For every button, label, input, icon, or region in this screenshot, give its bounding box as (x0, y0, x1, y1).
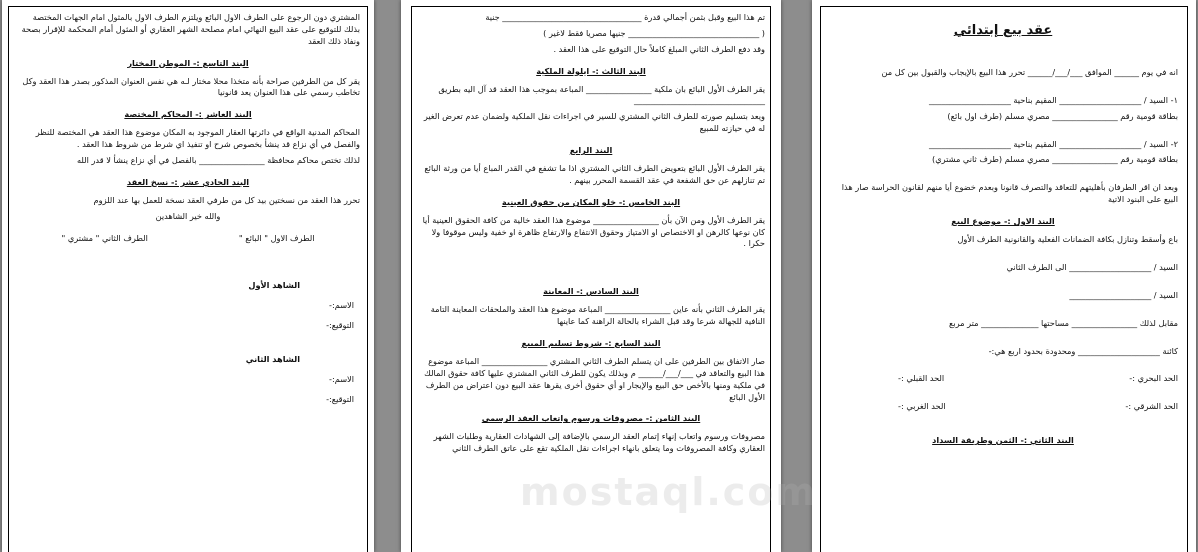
clause-4-heading: البند الرابع (569, 145, 613, 156)
first-party-line-1: ١- السيد / ____________________ المقيم بناحية ____________________ (928, 94, 1178, 105)
second-party-line-2: بطاقة قومية رقم ________________ مصري مسلم (طرف ثاني مشتري) (932, 154, 1178, 165)
clause-8-text: مصروفات ورسوم واتعاب إنهاء إتمام العقد الرسمي بالإضافة إلى الشهادات العقارية وطلبات الشهر العقاري وكافة المصروفات وما يتعلق بانهاء اجراءات نقل الملكية تقع على عاتق الطرف الثاني (433, 431, 765, 454)
clause-5-heading: البند الخامس :- خلو المكان من حقوق العينية (501, 196, 681, 207)
clause-9-heading: البند التاسع :- الموطن المختار (127, 57, 249, 68)
second-party-line-1: ٢- السيد / ____________________ المقيم بناحية ____________________ (928, 138, 1178, 149)
clause-8-heading: البند الثامن :- مصروفات ورسوم واتعاب العقد الرسمى (481, 413, 701, 424)
clause-1-buyer: السيد / ____________________ (1069, 289, 1178, 300)
price-in-words: ( ________________________________ جنيها مصريا فقط لاغير ) (543, 27, 765, 38)
clause-7-heading: البند السابع :- شروط تسليم المبيع (521, 338, 661, 349)
clause-1-area: مقابل لذلك ________________ مساحتها ______________ متر مربع (948, 317, 1178, 328)
clause-3-text-2: ويعد بتسليم صورته للطرف الثاني المشتري للسير في اجراءات نقل الملكية ولضمان عدم تعرض الغير له في حيازته للمبيع (423, 111, 765, 134)
clause-10-heading: البند العاشر :- المحاكم المختصة (124, 109, 252, 120)
closing-phrase: والله خير الشاهدين (155, 210, 221, 221)
recital-text: وبعد ان اقر الطرفان بأهليتهم للتعاقد والتصرف قانونا وبعدم خضوع أيا منهم لقانون الحراسة صار هذا البيع على البنود الاتية (841, 182, 1178, 205)
witness-1-signature: التوقيع:- (326, 320, 354, 331)
clause-2-heading: البند الثاني :- الثمن وطريقة السداد (932, 435, 1074, 446)
witness-2-title: الشاهد الثاني (245, 354, 300, 365)
watermark: mostaql.com (520, 470, 818, 514)
clause-10-jurisdiction: لذلك تختص محاكم محافظة ________________ بالفصل في أي نزاع ينشأ لا قدر الله (76, 155, 360, 166)
clause-11-heading: البند الحادي عشر :- نسخ العقد (126, 176, 250, 187)
contract-title: عقد بيع إبتدائي (953, 23, 1053, 38)
clause-1-line-1: باع وأسقط وتنازل بكافة الضمانات الفعلية والقانونية الطرف الأول (957, 233, 1178, 244)
north-border: الحد البحري :- (1129, 373, 1178, 384)
east-border: الحد الشرقي :- (1125, 401, 1178, 412)
clause-1-seller: السيد / ____________________ الى الطرف الثاني (1006, 261, 1178, 272)
clause-9-text: يقر كل من الطرفين صراحة بأنه متخذا محلا مختار لـه هي نفس العنوان المذكور بصدر هذا العقد وكل تخاطب رسمي على هذا العنوان يعد قانونيا (22, 75, 360, 98)
document-page-1 (812, 0, 1196, 552)
witness-1-title: الشاهد الأول (248, 280, 300, 291)
borders-row-1 (828, 373, 1178, 385)
clause-11-text: تحرر هذا العقد من نسختين بيد كل من طرفي العقد نسخة للعمل بها عند اللزوم (93, 194, 360, 205)
south-border: الحد القبلي :- (898, 373, 945, 384)
document-page-2 (401, 0, 781, 552)
contract-intro: انه في يوم ______ الموافق ___/___/______ تحرر هذا البيع بالإيجاب والقبول بين كل من (881, 66, 1178, 77)
signature-row (16, 233, 360, 245)
witness-2-name: الاسم:- (329, 374, 354, 385)
clause-3-heading: البند الثالث :- ايلولة الملكية (536, 65, 646, 76)
witness-2-signature: التوقيع:- (326, 393, 354, 404)
borders-row-2 (828, 401, 1178, 413)
document-page-3 (2, 0, 374, 552)
first-party-line-2: بطاقة قومية رقم ________________ مصري مسلم (طرف اول بائع) (947, 110, 1178, 121)
clause-1-location: كائنة ____________________ ومحدودة بحدود اربع هي:- (988, 345, 1178, 356)
obligation-paragraph: المشتري دون الرجوع على الطرف الاول البائع ويلتزم الطرف الاول بالمثول امام الجهات المختصة بذلك للتوقيع على عقد البيع النهائي امام مصلحة الشهر العقاري أو المثول أمام المحكمة للإقرار بصحة ونفاذ ذلك العقد (21, 12, 360, 46)
clause-6-text: يقر الطرف الثاني بأنه عاين ________________ المباعة موضوع هذا العقد والملحقات المعاينة التامة النافية للجهالة شرعا وقد قبل الشراء بالحالة الراهنة كما عاينها (430, 304, 765, 327)
clause-1-heading: البند الاول :- موضوع البيع (951, 216, 1055, 227)
clause-7-text: صار الاتفاق بين الطرفين على ان يتسلم الطرف الثاني المشتري ________________ المباعة موضوع هذا البيع والتعاقد في ___/___/______ م وبذلك يكون للطرف الثاني المشتري عليها كافة حقوق المالك في ملكية ومنها بالأخص حق البيع والإيجار او أي حقوق أخرى يقرها عقد البيع دون اعتراض من الطرف الأول البائع (424, 355, 765, 402)
price-line: تم هذا البيع وقبل بثمن أجمالي قدرة __________________________________ جنية (485, 12, 765, 22)
clause-3-text: يقر الطرف الأول البائع بان ملكية ________________ المباعة بموجب هذا العقد قد آل اليه بطريق ________________________________ (438, 83, 765, 106)
clause-5-text: يقر الطرف الأول ومن الآن بأن ________________ موضوع هذا العقد خالية من كافة الحقوق العينية أيا كان نوعها كالرهن او الاختصاص او الامتياز وحقوق الانتفاع والارتفاع ظاهرة او خفية وليس موقوفا ولا حكرا . (422, 214, 765, 249)
clause-10-text: المحاكم المدنية الواقع في دائرتها العقار الموجود به المكان موضوع هذا العقد هي المختصة للنظر والفصل في أي نزاع قد ينشأ بخصوص شرح او تنفيذ اي شرط من شروط هذا العقد . (35, 127, 360, 150)
clause-6-heading: البند السادس :- المعاينة (543, 286, 639, 297)
payment-statement: وقد دفع الطرف الثاني المبلغ كاملاً حال التوقيع على هذا العقد . (553, 43, 765, 54)
second-party-signature: الطرف الثاني " مشتري " (61, 232, 148, 243)
west-border: الحد الغربي :- (898, 401, 946, 412)
witness-1-name: الاسم:- (329, 300, 354, 311)
first-party-signature: الطرف الاول " البائع " (238, 232, 315, 243)
clause-4-text: يقر الطرف الأول البائع بتعويض الطرف الثاني المشتري اذا ما تشفع في القدر المباع أيا من ورثة البائع تم تنازلهم عن حق الشفعة في عقد القسمة المحرر بينهم . (424, 163, 765, 185)
